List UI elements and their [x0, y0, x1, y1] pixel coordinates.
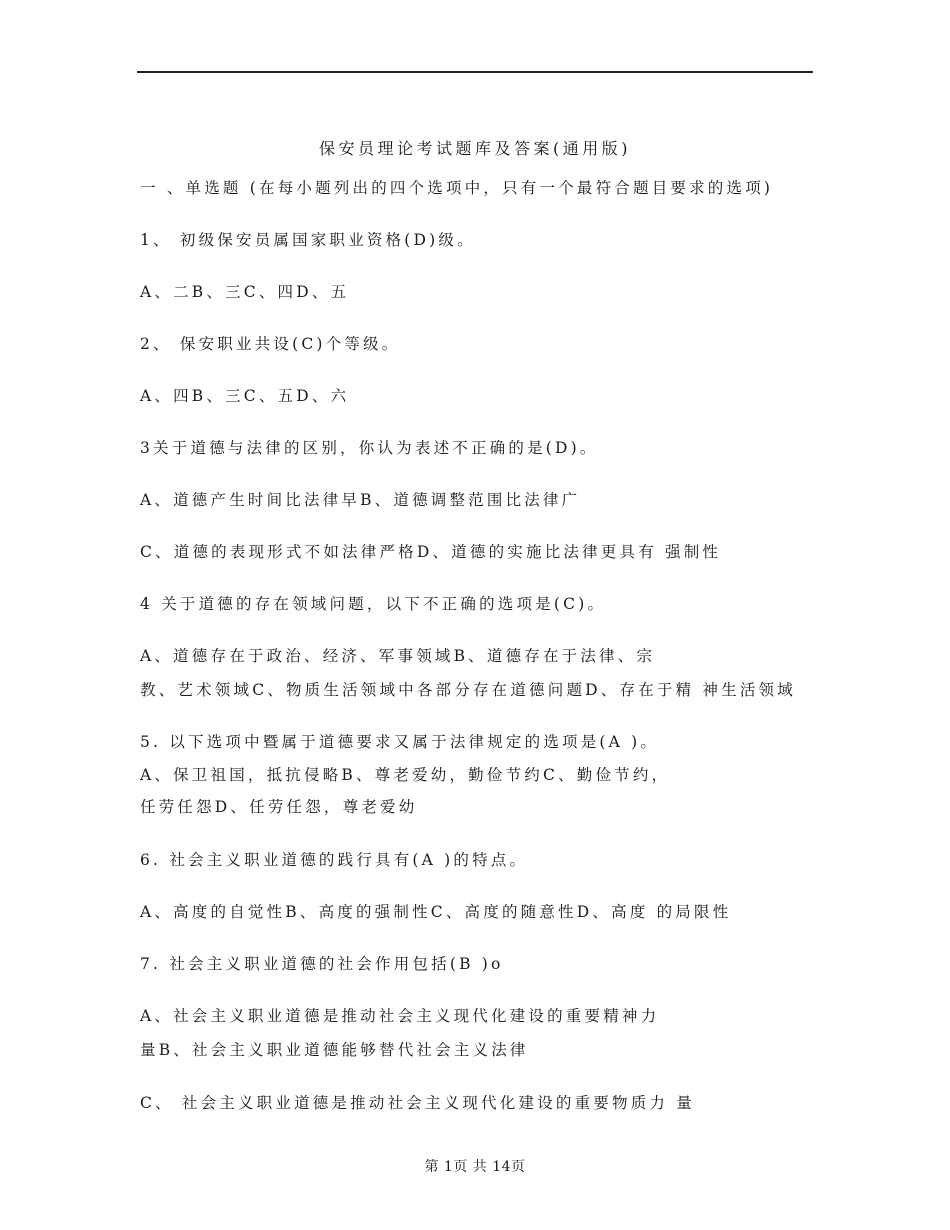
question-5-options-b: 任劳任怨D、任劳任怨，尊老爱幼 [140, 798, 418, 816]
question-7-options-a: A、社会主义职业道德是推动社会主义现代化建设的重要精神力 [140, 1007, 660, 1025]
question-1-options: A、二B、三C、四D、五 [140, 283, 350, 301]
document-title: 保安员理论考试题库及答案(通用版) [319, 139, 631, 158]
question-5-options-a: A、保卫祖国，抵抗侵略B、尊老爱幼，勤俭节约C、勤俭节约， [140, 766, 671, 784]
page-footer: 第 1页 共 14页 [424, 1159, 526, 1175]
question-6-options: A、高度的自觉性B、高度的强制性C、高度的随意性D、高度 的局限性 [140, 903, 732, 921]
question-4-options-b: 教、艺术领域C、物质生活领域中各部分存在道德问题D、存在于精 神生活领域 [140, 681, 796, 699]
question-4-options-a: A、道德存在于政治、经济、军事领域B、道德存在于法律、宗 [140, 647, 656, 665]
section-heading: 一 、单选题 (在每小题列出的四个选项中，只有一个最符合题目要求的选项) [140, 179, 774, 197]
question-4: 4 关于道德的存在领域问题，以下不正确的选项是(C)。 [140, 595, 607, 613]
question-2: 2、 保安职业共设(C)个等级。 [140, 335, 401, 353]
question-7-options-b: 量B、社会主义职业道德能够替代社会主义法律 [140, 1041, 529, 1059]
question-6: 6. 社会主义职业道德的践行具有(A )的特点。 [140, 851, 529, 869]
question-3: 3关于道德与法律的区别，你认为表述不正确的是(D)。 [140, 439, 599, 457]
question-5: 5. 以下选项中暨属于道德要求又属于法律规定的选项是(A )。 [140, 733, 660, 751]
question-7-options-c: C、 社会主义职业道德是推动社会主义现代化建设的重要物质力 量 [140, 1094, 695, 1112]
question-2-options: A、四B、三C、五D、六 [140, 387, 350, 405]
question-3-options-a: A、道德产生时间比法律早B、道德调整范围比法律广 [140, 491, 581, 509]
question-3-options-b: C、道德的表现形式不如法律严格D、道德的实施比法律更具有 强制性 [140, 543, 722, 561]
question-1: 1、 初级保安员属国家职业资格(D)级。 [140, 231, 476, 249]
header-rule [137, 71, 813, 73]
question-7: 7. 社会主义职业道德的社会作用包括(B )o [140, 955, 504, 973]
